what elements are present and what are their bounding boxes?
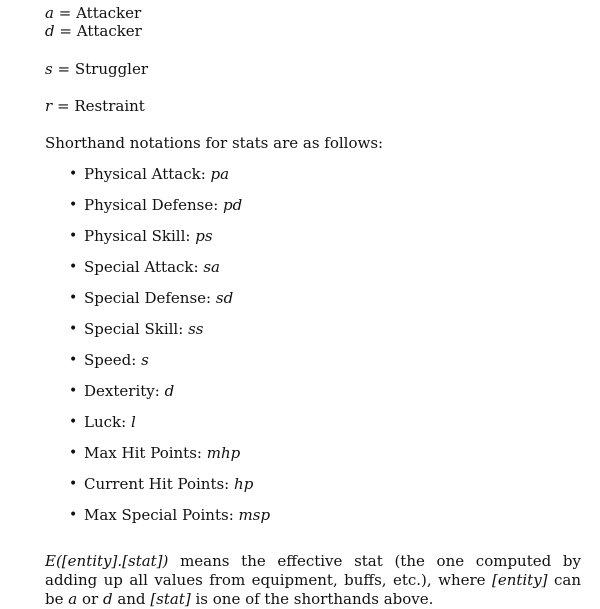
stat-name: Physical Attack:	[84, 165, 206, 183]
bullet-icon: •	[69, 197, 78, 213]
stat-abbr: sd	[215, 289, 234, 307]
bullet-icon: •	[69, 383, 78, 399]
definition-symbol: d	[45, 22, 55, 40]
list-item	[69, 382, 270, 413]
bullet-icon: •	[69, 476, 78, 492]
bullet-icon: •	[69, 352, 78, 368]
bullet-icon: •	[69, 445, 78, 461]
definition-symbol: a	[45, 4, 54, 22]
stat-placeholder: [stat]	[150, 590, 191, 608]
stat-name: Current Hit Points:	[84, 475, 230, 493]
list-item	[69, 227, 270, 258]
definition-symbol: s	[45, 60, 53, 78]
list-item	[69, 258, 270, 289]
equals-sign: =	[58, 4, 72, 22]
paragraph-text: and	[112, 590, 151, 608]
stat-abbr: ss	[188, 320, 204, 338]
definition-attacker-d	[45, 22, 142, 41]
paragraph-text: is one of the shorthands above.	[190, 590, 434, 608]
paragraph-text: can be	[45, 571, 581, 608]
stat-name: Dexterity:	[84, 382, 160, 400]
list-item	[69, 506, 270, 537]
variable-d: d	[102, 590, 113, 608]
stat-abbr: s	[141, 351, 149, 369]
stat-abbr: ps	[195, 227, 213, 245]
definition-label: Attacker	[76, 22, 142, 40]
list-item	[69, 165, 270, 196]
stat-abbr: d	[164, 382, 175, 400]
stat-abbr: sa	[203, 258, 220, 276]
stat-abbr: msp	[238, 506, 271, 524]
stats-list	[69, 165, 270, 537]
equals-sign: =	[56, 97, 70, 115]
stat-name: Luck:	[84, 413, 127, 431]
paragraph-text: means the effective stat (the one computed by adding up all values from equipment, buffs, etc.), where	[45, 552, 581, 589]
definition-symbol: r	[45, 97, 53, 115]
stat-name: Special Defense:	[84, 289, 212, 307]
equals-sign: =	[57, 60, 71, 78]
equals-sign: =	[59, 22, 72, 40]
list-item	[69, 320, 270, 351]
definition-restraint	[45, 97, 145, 116]
paragraph-text: or	[77, 590, 103, 608]
intro-text: Shorthand notations for stats are as follows:	[45, 134, 384, 152]
stat-name: Max Special Points:	[84, 506, 234, 524]
variable-a: a	[68, 590, 78, 608]
list-item	[69, 444, 270, 475]
bullet-icon: •	[69, 228, 78, 244]
bullet-icon: •	[69, 507, 78, 523]
stat-name: Max Hit Points:	[84, 444, 202, 462]
stat-name: Physical Skill:	[84, 227, 191, 245]
bullet-icon: •	[69, 414, 78, 430]
list-item	[69, 351, 270, 382]
stat-abbr: mhp	[206, 444, 241, 462]
entity-placeholder: [entity]	[491, 571, 548, 589]
bullet-icon: •	[69, 290, 78, 306]
stat-abbr: pa	[210, 165, 230, 183]
bullet-icon: •	[69, 259, 78, 275]
definition-label: Struggler	[74, 60, 149, 78]
stat-abbr: l	[130, 413, 136, 431]
stat-name: Physical Defense:	[84, 196, 219, 214]
stat-name: Special Skill:	[84, 320, 184, 338]
definition-label: Restraint	[74, 97, 145, 115]
stat-abbr: pd	[223, 196, 243, 214]
definition-attacker-a	[45, 4, 141, 23]
bullet-icon: •	[69, 321, 78, 337]
stat-name: Special Attack:	[84, 258, 199, 276]
list-item	[69, 196, 270, 227]
list-item	[69, 475, 270, 506]
definition-label: Attacker	[76, 4, 142, 22]
list-item	[69, 289, 270, 320]
effective-stat-paragraph	[45, 552, 581, 609]
stat-name: Speed:	[84, 351, 137, 369]
bullet-icon: •	[69, 166, 78, 182]
definition-struggler	[45, 60, 148, 79]
effective-stat-notation: E([entity].[stat])	[45, 552, 169, 570]
list-item	[69, 413, 270, 444]
stat-abbr: hp	[234, 475, 254, 493]
